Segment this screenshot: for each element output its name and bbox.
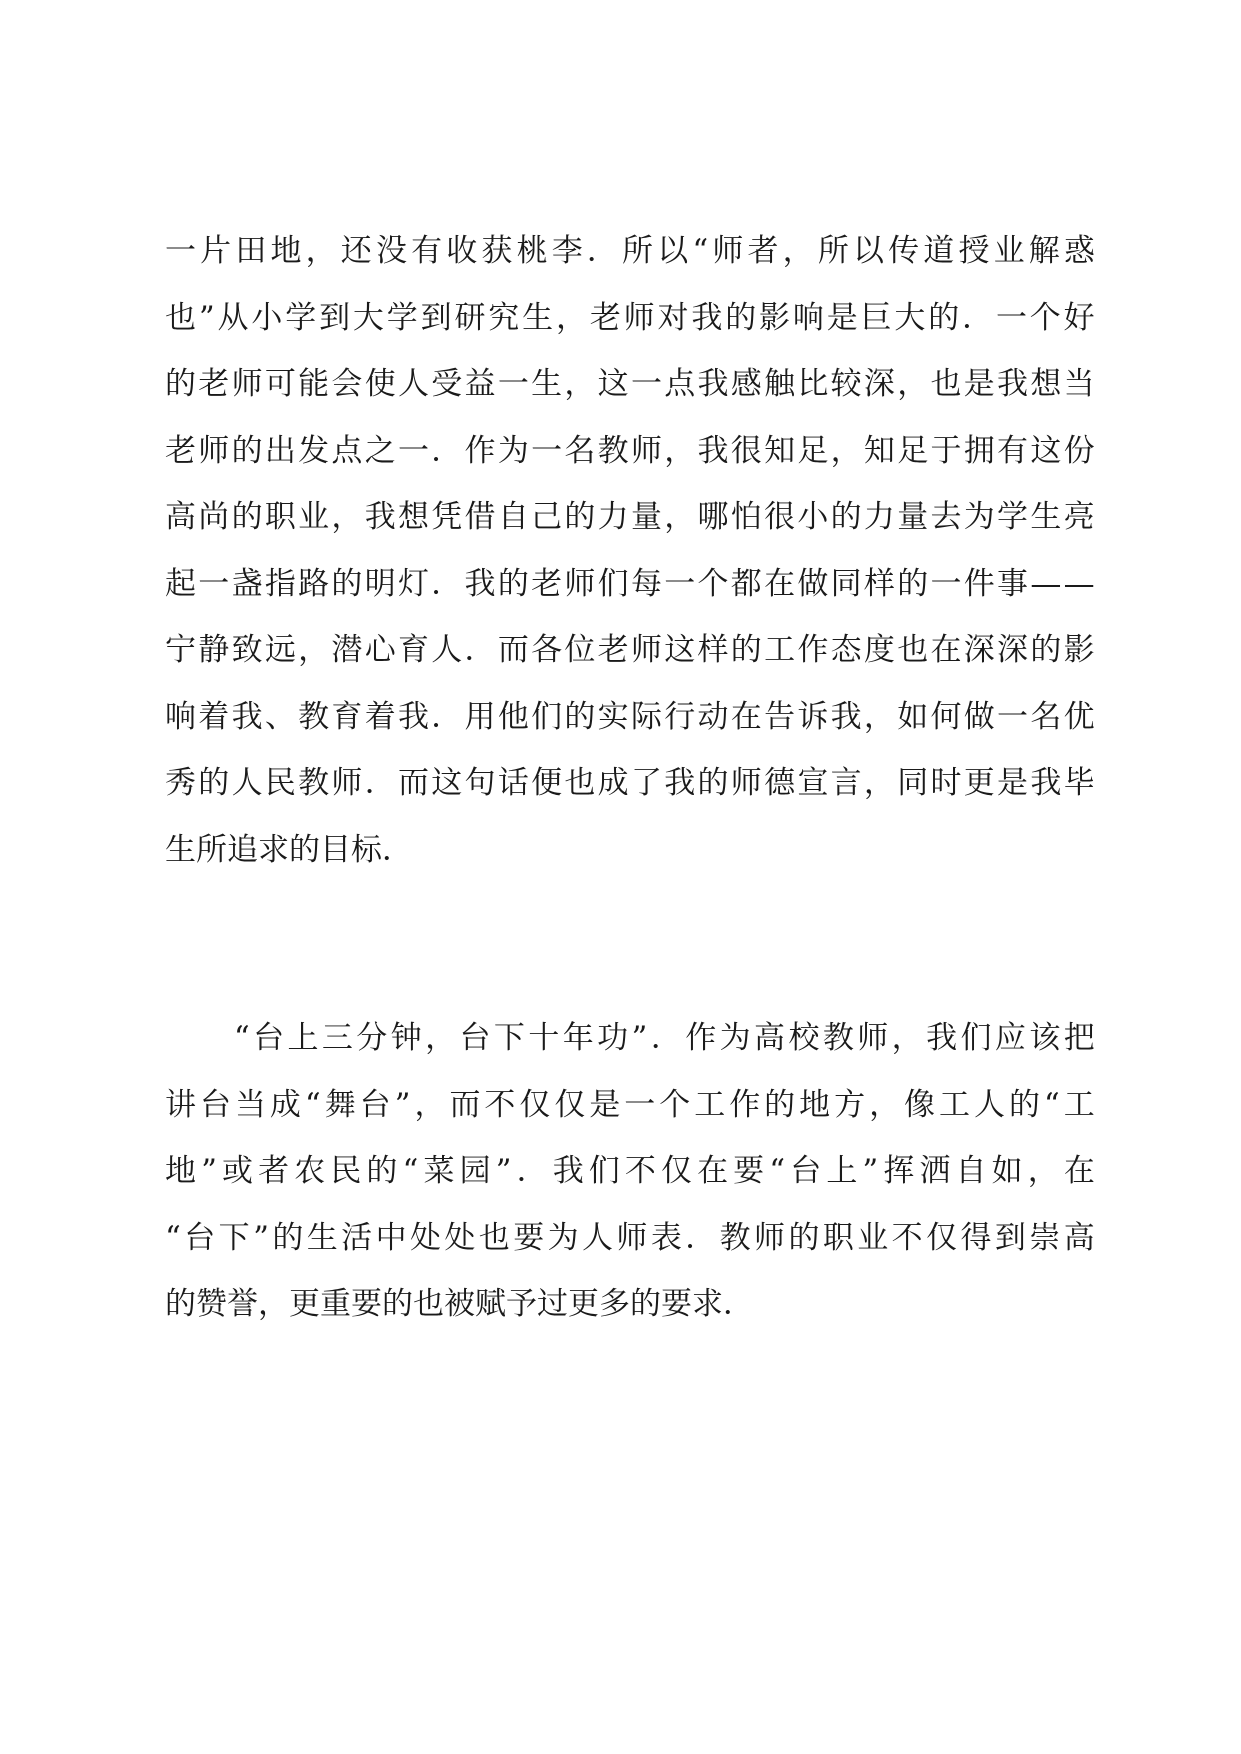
text-line: 老 师 的 出 发 点 之 一 ． 作 为 一 名 教 师 ， 我 很 知 足 ， 知 足 于 拥 有 这 份: [165, 432, 1095, 469]
text-line: 响 着 我 、 教 育 着 我 ． 用 他 们 的 实 际 行 动 在 告 诉 我 ， 如 何 做 一 名 优: [165, 698, 1095, 735]
text-line: 也 ” 从 小 学 到 大 学 到 研 究 生 ， 老 师 对 我 的 影 响 是 巨 大 的 ． 一 个 好: [165, 299, 1095, 336]
text-line: 生所追求的目标．: [165, 831, 413, 868]
text-line: “ 台 下 ” 的 生 活 中 处 处 也 要 为 人 师 表 ． 教 师 的 职 业 不 仅 得 到 崇 高: [165, 1219, 1095, 1256]
text-line: 地 ” 或 者 农 民 的 “ 菜 园 ” ． 我 们 不 仅 在 要 “ 台 上 ” 挥 洒 自 如 ， 在: [165, 1153, 1095, 1189]
text-line: 讲 台 当 成 “ 舞 台 ” ， 而 不 仅 仅 是 一 个 工 作 的 地 方 ， 像 工 人 的 “ 工: [165, 1086, 1095, 1123]
text-line: 一 片 田 地 ， 还 没 有 收 获 桃 李 ． 所 以 “ 师 者 ， 所 以 传 道 授 业 解 惑: [165, 233, 1095, 269]
text-line: 宁 静 致 远 ， 潜 心 育 人 ． 而 各 位 老 师 这 样 的 工 作 态 度 也 在 深 深 的 影: [165, 632, 1095, 668]
text-line: 的 老 师 可 能 会 使 人 受 益 一 生 ， 这 一 点 我 感 触 比 较 深 ， 也 是 我 想 当: [165, 366, 1095, 402]
text-line: “ 台 上 三 分 钟 ， 台 下 十 年 功 ” ． 作 为 高 校 教 师 ， 我 们 应 该 把: [233, 1020, 1095, 1056]
text-line: 秀 的 人 民 教 师 ． 而 这 句 话 便 也 成 了 我 的 师 德 宣 言 ， 同 时 更 是 我 毕: [165, 765, 1095, 801]
text-line: 的赞誉，更重要的也被赋予过更多的要求．: [165, 1286, 754, 1322]
text-line: 起 一 盏 指 路 的 明 灯 ． 我 的 老 师 们 每 一 个 都 在 做 同 样 的 一 件 事 — —: [165, 565, 1095, 602]
text-line: 高 尚 的 职 业 ， 我 想 凭 借 自 己 的 力 量 ， 哪 怕 很 小 的 力 量 去 为 学 生 亮: [165, 499, 1095, 535]
